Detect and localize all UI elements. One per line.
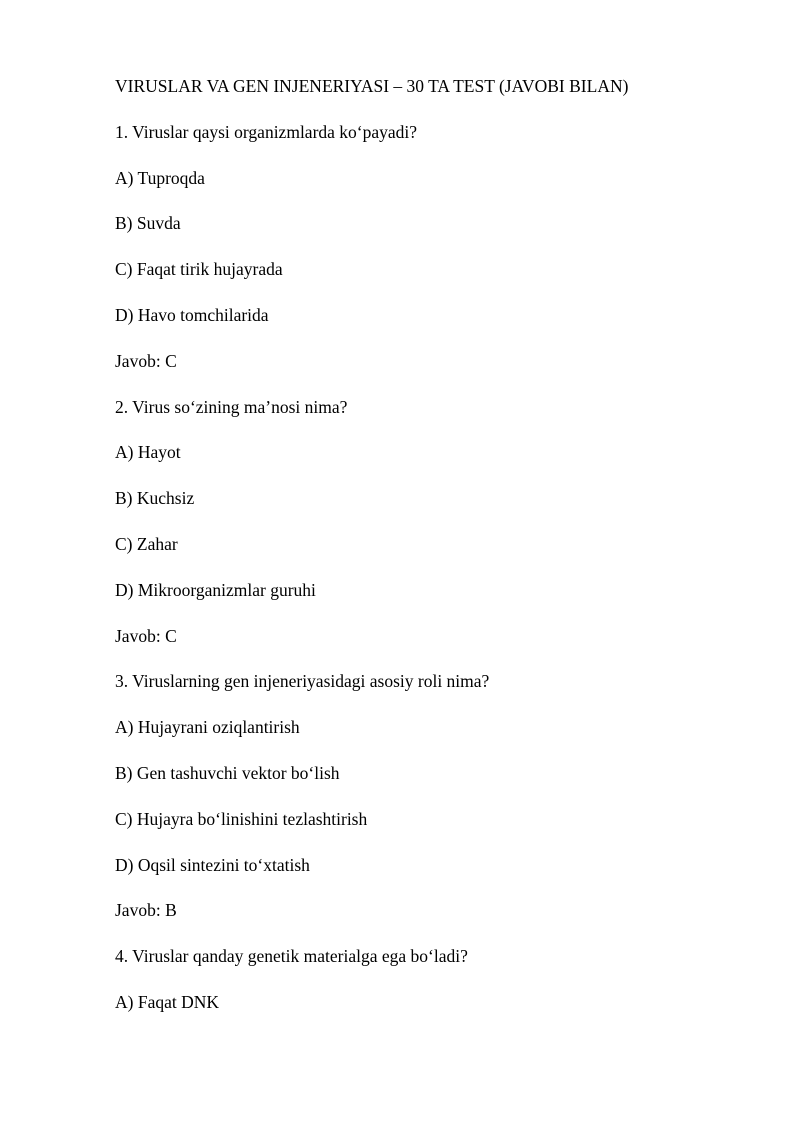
option-c: C) Zahar <box>115 533 178 554</box>
question-block-2 <box>115 396 755 647</box>
option-c: C) Faqat tirik hujayrada <box>115 259 283 280</box>
question-block-1 <box>115 121 755 372</box>
document-title: VIRUSLAR VA GEN INJENERIYASI – 30 TA TEST (JAVOBI BILAN) <box>115 76 629 96</box>
option-a: A) Hujayrani oziqlantirish <box>115 717 300 738</box>
option-d: D) Mikroorganizmlar guruhi <box>115 579 316 600</box>
answer-text: Javob: C <box>115 350 177 371</box>
option-a: A) Hayot <box>115 442 181 463</box>
question-block-3 <box>115 670 755 921</box>
option-b: B) Gen tashuvchi vektor boʻlish <box>115 762 340 783</box>
question-text: 4. Viruslar qanday genetik materialga ega boʻladi? <box>115 946 468 967</box>
option-d: D) Oqsil sintezini toʻxtatish <box>115 854 310 875</box>
option-b: B) Kuchsiz <box>115 488 195 509</box>
option-b: B) Suvda <box>115 213 181 234</box>
option-a: A) Faqat DNK <box>115 991 220 1012</box>
option-d: D) Havo tomchilarida <box>115 304 269 325</box>
question-block-4 <box>115 945 755 1013</box>
question-text: 2. Virus soʻzining maʼnosi nima? <box>115 396 348 417</box>
option-a: A) Tuproqda <box>115 167 205 188</box>
answer-text: Javob: C <box>115 625 177 646</box>
answer-text: Javob: B <box>115 900 177 921</box>
question-text: 1. Viruslar qaysi organizmlarda koʻpayadi? <box>115 121 418 142</box>
document-body <box>115 75 755 1037</box>
option-c: C) Hujayra boʻlinishini tezlashtirish <box>115 808 368 829</box>
question-text: 3. Viruslarning gen injeneriyasidagi asosiy roli nima? <box>115 671 490 692</box>
